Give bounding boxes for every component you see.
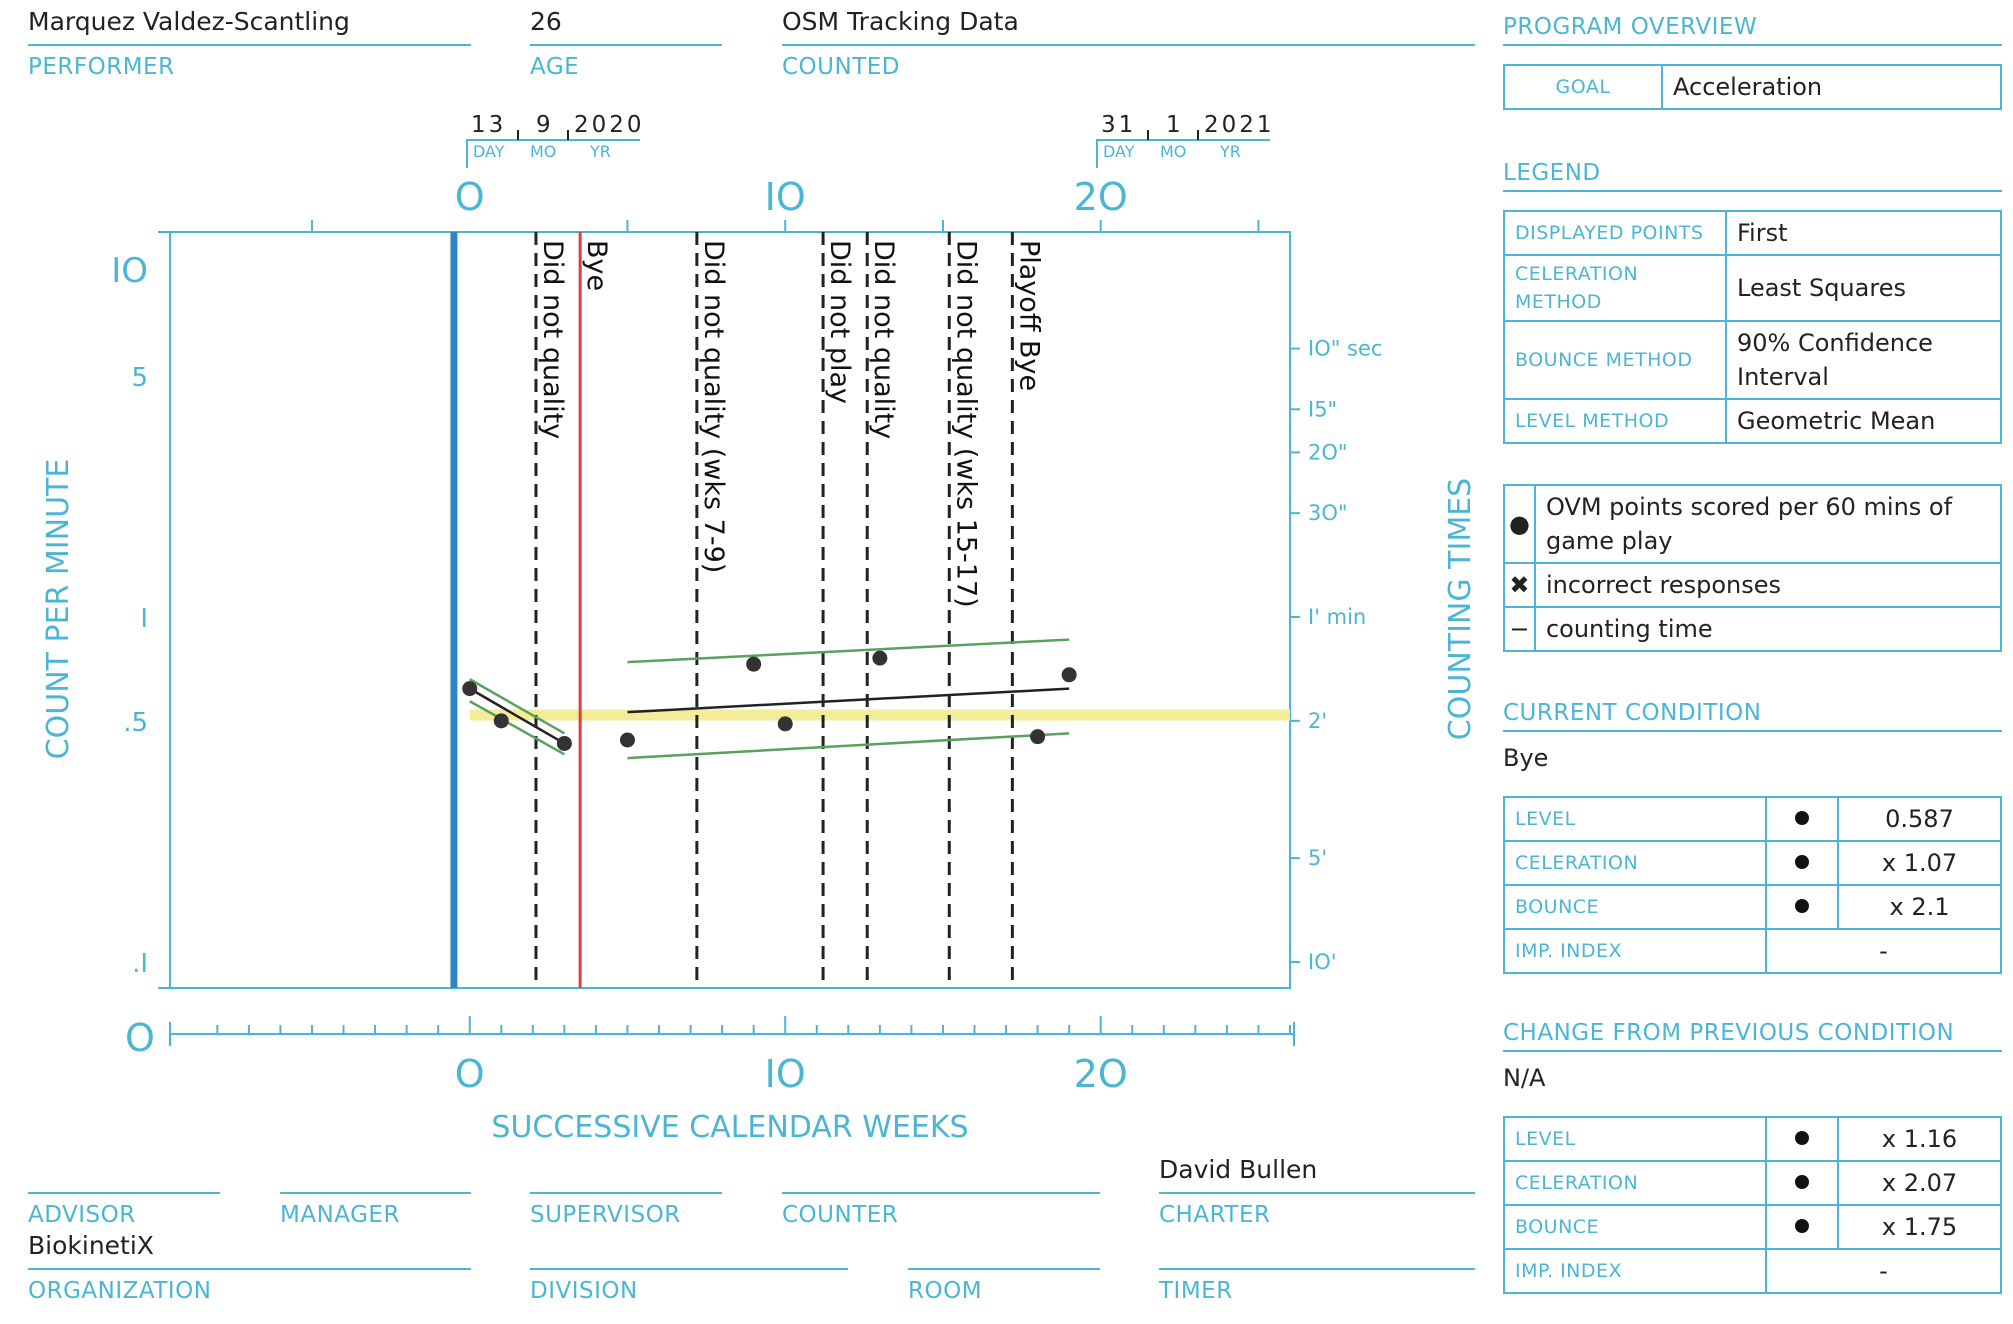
change-key: IMP. INDEX [1504,1249,1766,1293]
organization-label: ORGANIZATION [28,1278,212,1304]
cross-symbol-icon: ✖ [1504,563,1535,607]
y-axis-title: COUNT PER MINUTE [41,458,76,760]
y-tick-label: IO [111,251,148,291]
advisor-label: ADVISOR [28,1202,136,1228]
goal-value: Acceleration [1662,65,2001,109]
current-value: 0.587 [1838,797,2001,841]
bye-label: Bye [581,240,613,292]
legend-value: 90% Confidence Interval [1726,321,2001,399]
data-point [557,736,572,751]
annotation-label: Playoff Bye [1013,240,1045,392]
legend-value: Geometric Mean [1726,399,2001,443]
bottom-x-tick-label: O [454,1052,485,1096]
data-point [1062,667,1077,682]
change-value: x 1.16 [1838,1117,2001,1161]
manager-label: MANAGER [280,1202,400,1228]
change-condition-value: N/A [1503,1064,1546,1092]
y2-tick-label: 3O" [1308,501,1348,526]
end-day-label: DAY [1103,142,1135,161]
data-point [872,651,887,666]
legend-key: BOUNCE METHOD [1504,321,1726,399]
y2-tick-label: 2O" [1308,440,1348,465]
current-key: BOUNCE [1504,885,1766,929]
annotation-label: Did not quality [868,240,900,440]
legend-value: Least Squares [1726,255,2001,321]
x-axis-title: SUCCESSIVE CALENDAR WEEKS [491,1110,969,1145]
legend-symbol-text: OVM points scored per 60 mins of game play [1535,485,2001,563]
y2-tick-label: I' min [1308,605,1367,629]
annotation-label: Did not quality [536,240,568,440]
division-label: DIVISION [530,1278,638,1304]
data-point [778,716,793,731]
bounce-envelope-line [470,679,565,733]
plot-frame [170,232,1290,988]
goal-label: GOAL [1504,65,1662,109]
age-label: AGE [530,54,580,80]
supervisor-label: SUPERVISOR [530,1202,681,1228]
start-month: 9 [536,112,554,138]
counter-label: COUNTER [782,1202,899,1228]
bottom-x-tick-label: 2O [1073,1052,1128,1096]
y-tick-label: .I [132,949,148,979]
annotation-label: Did not quality (wks 15-17) [950,240,982,608]
change-key: BOUNCE [1504,1205,1766,1249]
y-tick-label: .5 [123,707,148,738]
program-overview-rule [1503,44,2002,46]
y2-tick-label: 2' [1308,708,1328,733]
y2-tick-label: IO' [1308,950,1337,974]
data-point [1030,729,1045,744]
dot-icon [1795,855,1809,869]
change-key: LEVEL [1504,1117,1766,1161]
room-label: ROOM [908,1278,983,1304]
end-year: 2021 [1204,112,1275,138]
annotation-label: Did not play [824,240,856,404]
current-condition-title: CURRENT CONDITION [1503,700,1762,726]
change-value: - [1766,1249,2001,1293]
y-tick-label: 5 [131,362,148,393]
data-point [462,681,477,696]
legend-symbols-table [1503,484,2002,652]
age-value: 26 [530,7,562,36]
counted-label: COUNTED [782,54,900,80]
top-x-tick-label: 2O [1073,175,1128,219]
bottom-x-tick-label: IO [764,1052,806,1096]
current-condition-rule [1503,730,2002,732]
counted-value: OSM Tracking Data [782,7,1019,36]
data-point [620,733,635,748]
legend-symbol-text: incorrect responses [1535,563,2001,607]
bounce-envelope-line [627,640,1069,663]
dot-icon [1795,899,1809,913]
legend-title: LEGEND [1503,160,1601,186]
data-point [494,713,509,728]
legend-settings-table [1503,210,2002,444]
end-year-label: YR [1220,142,1241,161]
current-condition-value: Bye [1503,744,1549,772]
performer-label: PERFORMER [28,54,175,80]
charter-label: CHARTER [1159,1202,1271,1228]
y2-axis-title: COUNTING TIMES [1443,477,1478,741]
current-value: x 1.07 [1838,841,2001,885]
dash-symbol-icon: − [1504,607,1535,651]
change-value: x 1.75 [1838,1205,2001,1249]
dot-icon [1795,1175,1809,1189]
start-day: 13 [471,112,507,138]
legend-rule [1503,190,2002,192]
dot-symbol-icon: ● [1504,485,1535,563]
y2-tick-label: 5' [1308,846,1328,871]
charter-value: David Bullen [1159,1155,1318,1184]
dot-icon [1795,1219,1809,1233]
current-value: - [1766,929,2001,973]
x-axis-origin-label: O [125,1016,155,1060]
goal-table [1503,64,2002,110]
current-value: x 2.1 [1838,885,2001,929]
legend-key: CELERATION METHOD [1504,255,1726,321]
change-condition-rule [1503,1050,2002,1052]
y2-tick-label: I5" [1308,397,1338,422]
performer-value: Marquez Valdez-Scantling [28,7,350,36]
timer-label: TIMER [1159,1278,1233,1304]
top-x-tick-label: IO [764,175,806,219]
end-month-label: MO [1160,142,1187,161]
bounce-envelope-line [470,701,565,754]
y2-tick-label: IO" sec [1308,336,1383,361]
legend-value: First [1726,211,2001,255]
change-key: CELERATION [1504,1161,1766,1205]
change-condition-title: CHANGE FROM PREVIOUS CONDITION [1503,1020,1955,1046]
top-x-tick-label: O [454,175,485,219]
end-month: 1 [1166,112,1184,138]
dot-icon [1795,1131,1809,1145]
data-point [746,657,761,672]
current-key: IMP. INDEX [1504,929,1766,973]
start-day-label: DAY [473,142,505,161]
celeration-line [627,689,1069,712]
current-key: CELERATION [1504,841,1766,885]
dot-icon [1795,811,1809,825]
y-tick-label: I [140,604,148,634]
change-condition-table [1503,1116,2002,1294]
current-condition-table [1503,796,2002,974]
start-year-label: YR [590,142,611,161]
legend-key: DISPLAYED POINTS [1504,211,1726,255]
change-value: x 2.07 [1838,1161,2001,1205]
organization-value: BiokinetiX [28,1231,154,1260]
current-key: LEVEL [1504,797,1766,841]
start-year: 2020 [574,112,645,138]
annotation-label: Did not quality (wks 7-9) [697,240,729,574]
bounce-envelope-line [627,733,1069,758]
legend-symbol-text: counting time [1535,607,2001,651]
legend-key: LEVEL METHOD [1504,399,1726,443]
end-day: 31 [1101,112,1137,138]
start-month-label: MO [530,142,557,161]
program-overview-title: PROGRAM OVERVIEW [1503,14,1758,40]
